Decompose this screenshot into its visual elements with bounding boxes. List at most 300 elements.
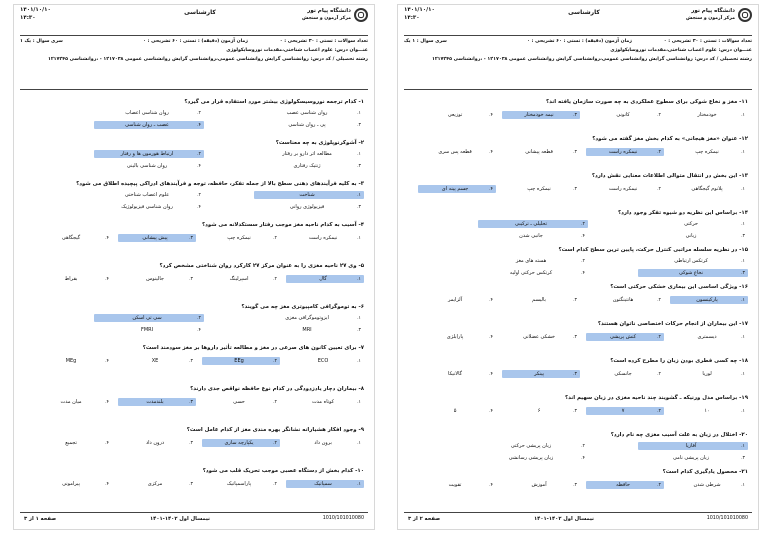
answer-option[interactable]	[254, 109, 364, 117]
option-label: شناخت	[299, 192, 315, 198]
option-number: ۳.	[573, 408, 577, 414]
option-number: ۱.	[741, 297, 745, 303]
option-number: ۳.	[357, 204, 361, 210]
question-text: ۴- آسیب به کدام ناحیه مغز موجب رفتار سستکدلانه می شود؟	[201, 222, 364, 228]
option-number: ۳.	[189, 440, 193, 446]
question-list	[24, 97, 364, 507]
question-text: ۷- برای تعیین کانون های صرعی در مغز و مطالعه تأثیر داروها بر مغز سودمند است؟	[142, 345, 364, 351]
answer-option[interactable]	[118, 275, 196, 283]
exam-center-name: مرکز آزمون و سنجش	[686, 16, 735, 21]
page-footer	[404, 515, 752, 525]
answer-option[interactable]	[586, 296, 664, 304]
answer-option[interactable]	[94, 191, 204, 199]
answer-option-selected[interactable]	[586, 333, 664, 341]
question-text: ۱۸- چه کسی فطری بودن زبان را مطرح کرده است؟	[610, 358, 748, 364]
answer-option[interactable]	[670, 333, 748, 341]
option-number: ۲.	[657, 482, 661, 488]
answer-option[interactable]	[418, 296, 496, 304]
option-label: ۵	[453, 408, 457, 414]
header-divider	[20, 35, 368, 36]
option-number: ۱.	[357, 358, 361, 364]
option-number: ۴.	[489, 408, 493, 414]
option-label: ارتباط هورمون ها و رفتار	[120, 151, 174, 157]
answer-option-selected[interactable]	[586, 148, 664, 156]
answer-option[interactable]	[670, 370, 748, 378]
question-text: ۱۲- عنوان «مغز هیجانی» به کدام بخش مغز گفته می شود؟	[592, 136, 748, 142]
answer-option[interactable]	[34, 357, 112, 365]
option-number: ۳.	[573, 297, 577, 303]
option-label: عصب ـ روان شناسی	[125, 122, 169, 128]
footer-divider	[404, 512, 752, 513]
option-label: نیمکره راست	[608, 149, 638, 155]
option-label: کرتکس ارتباطی	[674, 258, 708, 264]
university-seal-icon	[738, 8, 752, 22]
option-number: ۴.	[105, 235, 109, 241]
option-label: درون داد	[145, 440, 165, 446]
option-number: ۴.	[489, 112, 493, 118]
option-label: بلندمدت	[146, 399, 164, 405]
answer-option[interactable]	[418, 407, 496, 415]
answer-option[interactable]	[254, 150, 364, 158]
option-number: ۲.	[657, 408, 661, 414]
answer-option[interactable]	[478, 442, 588, 450]
option-number: ۳.	[741, 455, 745, 461]
option-number: ۲.	[657, 297, 661, 303]
answer-option[interactable]	[502, 296, 580, 304]
option-label: پی ـ روان شناسی	[288, 122, 326, 128]
option-label: خشکی عضلانی	[523, 334, 555, 340]
answer-option-selected[interactable]	[670, 296, 748, 304]
answer-option[interactable]	[286, 439, 364, 447]
option-label: برون داد	[314, 440, 332, 446]
option-number: ۳.	[741, 233, 745, 239]
answer-option[interactable]	[670, 481, 748, 489]
option-number: ۱.	[741, 258, 745, 264]
option-label: گالانیکا	[448, 371, 462, 377]
answer-option-selected[interactable]	[94, 121, 204, 129]
question-item	[24, 179, 364, 220]
info-divider	[404, 89, 752, 90]
answer-option[interactable]	[478, 232, 588, 240]
answer-option[interactable]	[670, 185, 748, 193]
option-number: ۱.	[357, 399, 361, 405]
option-number: ۳.	[573, 482, 577, 488]
option-label: سمپاتیک	[314, 481, 332, 487]
option-label: فیزیولوژی روانی	[289, 204, 325, 210]
option-number: ۳.	[573, 371, 577, 377]
footer-divider	[20, 512, 368, 513]
option-number: ۴.	[105, 399, 109, 405]
option-number: ۴.	[581, 233, 585, 239]
exam-info	[20, 38, 368, 65]
option-number: ۳.	[357, 163, 361, 169]
answer-option[interactable]	[202, 275, 280, 283]
option-label: پیش پیشانی	[142, 235, 168, 241]
option-label: گیجگاهی	[61, 235, 81, 241]
answer-option[interactable]	[502, 407, 580, 415]
option-label: نیمکره راست	[308, 235, 338, 241]
option-number: ۲.	[273, 481, 277, 487]
option-number: ۲.	[657, 149, 661, 155]
option-number: ۲.	[197, 315, 201, 321]
option-number: ۱.	[357, 110, 361, 116]
answer-option-selected[interactable]	[478, 220, 588, 228]
option-number: ۴.	[197, 204, 201, 210]
option-number: ۴.	[581, 270, 585, 276]
question-series: سری سوال : یک ۱	[20, 39, 63, 44]
option-number: ۲.	[657, 334, 661, 340]
option-number: ۱.	[357, 151, 361, 157]
option-number: ۱.	[741, 443, 745, 449]
exam-info-row	[404, 38, 752, 47]
option-number: ۲.	[657, 371, 661, 377]
option-number: ۱.	[741, 221, 745, 227]
degree-level: کارشناسی	[568, 9, 600, 16]
answer-option[interactable]	[94, 109, 204, 117]
option-number: ۴.	[197, 163, 201, 169]
option-label: اسپرلینگ	[229, 276, 249, 282]
option-label: زبان پریشی حرکتی	[510, 443, 552, 449]
answer-option[interactable]	[418, 370, 496, 378]
answer-option[interactable]	[670, 148, 748, 156]
option-label: بقراط	[64, 276, 78, 282]
question-text: ۱۳- این بخش در انتقال متوالی اطلاعات معنایی نقش دارد؟	[591, 173, 748, 179]
option-number: ۱.	[741, 408, 745, 414]
option-number: ۴.	[489, 297, 493, 303]
semester-label: نیمسال اول ۱۴۰۲-۱۴۰۱	[150, 516, 210, 522]
question-item	[408, 208, 748, 245]
option-label: جانبی شدن	[519, 233, 543, 239]
question-item	[408, 356, 748, 393]
option-number: ۳.	[573, 334, 577, 340]
university-logo	[686, 7, 752, 29]
page-header	[20, 7, 368, 31]
answer-option[interactable]	[286, 234, 364, 242]
exam-page-2	[397, 4, 759, 530]
question-item	[24, 425, 364, 466]
answer-option-selected[interactable]	[94, 150, 204, 158]
option-number: ۱.	[357, 315, 361, 321]
course-title-text: عنـــوان درس: علوم اعصاب شناختی،مقدمات نوروسایکولوژی	[610, 48, 752, 53]
exam-time: ۱۴:۳۰	[404, 15, 420, 21]
answer-option[interactable]	[94, 162, 204, 170]
option-label: XE	[151, 358, 159, 364]
answer-option-selected[interactable]	[638, 269, 748, 277]
option-number: ۲.	[581, 258, 585, 264]
question-item	[24, 261, 364, 302]
answer-option[interactable]	[202, 398, 280, 406]
field-of-study-text: رشته تحصیلی / کد درس: روانشناسی گرایش روانشناسی عمومی،روانشناسی گرایش روانشناسی عمومی ۱۲۱۷۰۳۸ - ،روانشناسی ۱۲۱۷۲۴۵	[47, 57, 368, 62]
option-label: نیمه خودمختار	[524, 112, 554, 118]
option-number: ۱.	[357, 276, 361, 282]
option-number: ۲.	[581, 221, 585, 227]
option-label: هسته های مغز	[515, 258, 547, 264]
option-number: ۲.	[657, 112, 661, 118]
course-title	[404, 47, 752, 56]
question-text: ۶- به توموگرافی کامپیوتری مغز چه می گویند؟	[241, 304, 364, 310]
answer-option[interactable]	[670, 111, 748, 119]
option-number: ۳.	[189, 358, 193, 364]
course-title-text: عنـــوان درس: علوم اعصاب شناختی،مقدمات نوروسایکولوژی	[226, 48, 368, 53]
question-item	[24, 343, 364, 384]
exam-page-1	[13, 4, 375, 530]
question-item	[408, 245, 748, 282]
exam-code: 1010/101010080	[322, 516, 364, 521]
answer-option[interactable]	[418, 148, 496, 156]
answer-option[interactable]	[478, 454, 588, 462]
option-number: ۳.	[741, 270, 745, 276]
option-number: ۱.	[741, 334, 745, 340]
option-label: پلانوم گیجگاهی	[691, 186, 723, 192]
option-number: ۳.	[189, 399, 193, 405]
option-number: ۳.	[573, 186, 577, 192]
answer-option[interactable]	[502, 185, 580, 193]
option-label: دیسمتری	[697, 334, 717, 340]
option-label: زبانی	[685, 233, 697, 239]
option-label: پیرامونی	[62, 481, 80, 487]
answer-option[interactable]	[254, 326, 364, 334]
answer-option[interactable]	[502, 148, 580, 156]
option-number: ۲.	[581, 443, 585, 449]
option-number: ۳.	[573, 149, 577, 155]
question-count: تعداد سوالات : تستی : ۳۰ تشریحی : ۰	[663, 39, 752, 44]
answer-option[interactable]	[254, 162, 364, 170]
option-label: روان شناسی بالینی	[126, 163, 168, 169]
exam-center-name: مرکز آزمون و سنجش	[302, 16, 351, 21]
option-label: کنش پریشی	[610, 334, 637, 340]
option-label: نیمکره چپ	[527, 186, 551, 192]
option-number: ۴.	[105, 276, 109, 282]
option-label: ایزوتوموگرافی مغزی	[285, 315, 329, 321]
answer-option[interactable]	[254, 121, 364, 129]
option-label: پارابلژی	[446, 334, 464, 340]
option-number: ۲.	[273, 399, 277, 405]
option-number: ۱.	[741, 112, 745, 118]
question-text: ۸- بیماران دچار یادزدودگی در کدام نوع حافظه نواقص جدی دارند؟	[190, 386, 364, 392]
option-label: توزیعی	[447, 112, 463, 118]
page-header	[404, 7, 752, 31]
option-label: زبان پریشی رسانشی	[508, 455, 554, 461]
answer-option[interactable]	[34, 480, 112, 488]
answer-option[interactable]	[34, 275, 112, 283]
question-item	[24, 220, 364, 261]
option-label: ژنتیک رفتاری	[293, 163, 321, 169]
option-label: پارکینسون	[696, 297, 718, 303]
answer-option-selected[interactable]	[502, 111, 580, 119]
question-item	[24, 302, 364, 343]
option-number: ۲.	[273, 440, 277, 446]
answer-option-selected[interactable]	[202, 357, 280, 365]
option-label: جالینوس	[146, 276, 164, 282]
question-text: ۲- آشوکرنوپلوژی به چه معناست؟	[275, 140, 364, 146]
question-item	[408, 467, 748, 504]
answer-option[interactable]	[94, 203, 204, 211]
answer-option[interactable]	[118, 439, 196, 447]
header-divider	[404, 35, 752, 36]
option-number: ۴.	[489, 149, 493, 155]
question-text: ۳- به کلیه فرآیندهای ذهنی سطح بالا از جمله تفکر، حافظه، توجه و فرآیندهای ادراکی پیچیده اطلاق می شود؟	[76, 181, 364, 187]
option-number: ۳.	[573, 112, 577, 118]
option-number: ۱.	[741, 149, 745, 155]
question-count: تعداد سوالات : تستی : ۳۰ تشریحی : ۰	[279, 39, 368, 44]
option-label: ۷	[621, 408, 625, 414]
option-label: نیمکره چپ	[695, 149, 719, 155]
answer-option-selected[interactable]	[586, 481, 664, 489]
option-number: ۲.	[197, 192, 201, 198]
question-item	[24, 384, 364, 425]
answer-option[interactable]	[638, 257, 748, 265]
answer-option[interactable]	[118, 480, 196, 488]
question-text: ۱۴- براساس این نظریه دو شیوه تفکر وجود دارد؟	[617, 210, 748, 216]
answer-option[interactable]	[118, 357, 196, 365]
option-label: علوم اعصاب شناختی	[124, 192, 170, 198]
exam-date: ۱۴۰۱/۱۰/۱۰	[20, 7, 51, 13]
answer-option-selected[interactable]	[502, 370, 580, 378]
exam-code: 1010/101010080	[706, 516, 748, 521]
university-logo	[302, 7, 368, 29]
option-label: آلزایمر	[447, 297, 463, 303]
option-label: گال	[319, 276, 327, 282]
option-number: ۲.	[273, 276, 277, 282]
option-number: ۳.	[357, 122, 361, 128]
answer-option[interactable]	[34, 398, 112, 406]
answer-option[interactable]	[286, 357, 364, 365]
option-label: EEg	[234, 358, 244, 364]
option-label: کانونی	[616, 112, 630, 118]
answer-option-selected[interactable]	[286, 480, 364, 488]
answer-option[interactable]	[478, 269, 588, 277]
answer-option[interactable]	[286, 398, 364, 406]
answer-option[interactable]	[586, 370, 664, 378]
option-label: بالیسم	[532, 297, 546, 303]
question-text: ۱۵- در نظریه سلسله مراتبی کنترل حرکت، پایین ترین سطح کدام است؟	[558, 247, 748, 253]
question-text: ۱۶- ویژگی اساسی این بیماری خشکی حرکتی است؟	[610, 284, 748, 290]
answer-option[interactable]	[638, 454, 748, 462]
option-label: روان شناسی فیزیولوژیک	[121, 204, 173, 210]
question-item	[24, 97, 364, 138]
answer-option[interactable]	[418, 111, 496, 119]
question-text: ۲۰- اختلال در زبان به علت آسیب مغزی چه نام دارد؟	[610, 432, 748, 438]
info-divider	[20, 89, 368, 90]
question-text: ۵- وی ۲۷ ناحیه مغزی را به عنوان مرکز ۲۷ کارکرد روان شناختی مشخص کرد؟	[159, 263, 364, 269]
option-number: ۳.	[189, 276, 193, 282]
option-number: ۲.	[197, 151, 201, 157]
answer-option[interactable]	[34, 439, 112, 447]
question-list	[408, 97, 748, 504]
option-label: ۱۰	[704, 408, 710, 414]
option-number: ۱.	[741, 371, 745, 377]
answer-option[interactable]	[254, 203, 364, 211]
answer-option-selected[interactable]	[638, 442, 748, 450]
answer-option[interactable]	[478, 257, 588, 265]
option-label: کرتکس حرکتی اولیه	[509, 270, 553, 276]
option-number: ۲.	[657, 186, 661, 192]
question-item	[408, 430, 748, 467]
option-number: ۳.	[357, 327, 361, 333]
option-label: جسم پینه ای	[441, 186, 469, 192]
answer-option[interactable]	[502, 333, 580, 341]
option-label: نیمکره راست	[608, 186, 638, 192]
option-label: کوتاه مدت	[311, 399, 335, 405]
question-text: ۱۹- براساس مدل ورنیکه ـ گشویند چند ناحیه مغزی در زبان سهیم اند؟	[564, 395, 748, 401]
answer-option-selected[interactable]	[202, 439, 280, 447]
university-name: دانشگاه پیام نور	[691, 8, 735, 14]
answer-option[interactable]	[418, 333, 496, 341]
option-number: ۴.	[197, 327, 201, 333]
option-number: ۳.	[189, 481, 193, 487]
university-name: دانشگاه پیام نور	[307, 8, 351, 14]
answer-option[interactable]	[638, 232, 748, 240]
option-label: حرکتی	[684, 221, 698, 227]
option-number: ۴.	[581, 455, 585, 461]
answer-option[interactable]	[94, 326, 204, 334]
option-number: ۳.	[189, 235, 193, 241]
option-label: MRI	[302, 327, 312, 333]
answer-option-selected[interactable]	[254, 191, 364, 199]
answer-option[interactable]	[254, 314, 364, 322]
option-label: حسی	[233, 399, 245, 405]
question-text: ۹- وجود افکار هشیارانه نشانگر بهره مندی مغز از کدام عامل است؟	[186, 427, 364, 433]
option-number: ۴.	[105, 481, 109, 487]
option-number: ۱.	[357, 440, 361, 446]
answer-option-selected[interactable]	[418, 185, 496, 193]
answer-option[interactable]	[586, 111, 664, 119]
answer-option[interactable]	[418, 481, 496, 489]
option-label: روان شناسی عصب	[286, 110, 328, 116]
option-label: میان مدت	[60, 399, 82, 405]
option-number: ۲.	[197, 110, 201, 116]
question-text: ۱۰- کدام بخش از دستگاه عصبی موجب تحریک قلب می شود؟	[202, 468, 364, 474]
answer-option[interactable]	[34, 234, 112, 242]
option-label: قطعه پیشانی	[525, 149, 553, 155]
question-text: ۱۷- این بیماران از انجام حرکات اختصاصی ناتوان هستند؟	[597, 321, 748, 327]
answer-option-selected[interactable]	[118, 398, 196, 406]
answer-option[interactable]	[202, 480, 280, 488]
answer-option[interactable]	[638, 220, 748, 228]
answer-option[interactable]	[502, 481, 580, 489]
answer-option[interactable]	[202, 234, 280, 242]
question-item	[24, 466, 364, 507]
question-item	[408, 171, 748, 208]
option-number: ۴.	[105, 440, 109, 446]
option-label: لوریا	[702, 371, 712, 377]
option-label: قطعه پس سری	[438, 149, 472, 155]
option-label: آموزش	[531, 482, 547, 488]
option-label: مطالعه اثر دارو بر رفتار	[282, 151, 332, 157]
question-item	[408, 282, 748, 319]
page-number: صفحه ۲ از ۳	[408, 516, 441, 522]
exam-duration: زمان آزمون (دقیقه) : تستی : ۶۰ تشریحی : ۰	[143, 39, 248, 44]
option-number: ۴.	[489, 186, 493, 192]
field-of-study	[20, 56, 368, 65]
answer-option-selected[interactable]	[94, 314, 204, 322]
answer-option-selected[interactable]	[286, 275, 364, 283]
option-label: MEg	[65, 358, 77, 364]
answer-option-selected[interactable]	[118, 234, 196, 242]
answer-option[interactable]	[586, 185, 664, 193]
option-number: ۴.	[489, 482, 493, 488]
answer-option-selected[interactable]	[586, 407, 664, 415]
option-label: پینکر	[534, 371, 544, 377]
option-label: سی تی اسکن	[132, 315, 162, 321]
option-number: ۴.	[489, 371, 493, 377]
option-number: ۲.	[273, 235, 277, 241]
option-label: جانسکی	[614, 371, 632, 377]
answer-option[interactable]	[670, 407, 748, 415]
question-text: ۱- کدام ترجمه نوروسیسکولوژی بیشتر مورد استفاده قرار می گیرد؟	[184, 99, 364, 105]
option-label: زبان پریشی نامی	[672, 455, 710, 461]
option-number: ۱.	[357, 481, 361, 487]
